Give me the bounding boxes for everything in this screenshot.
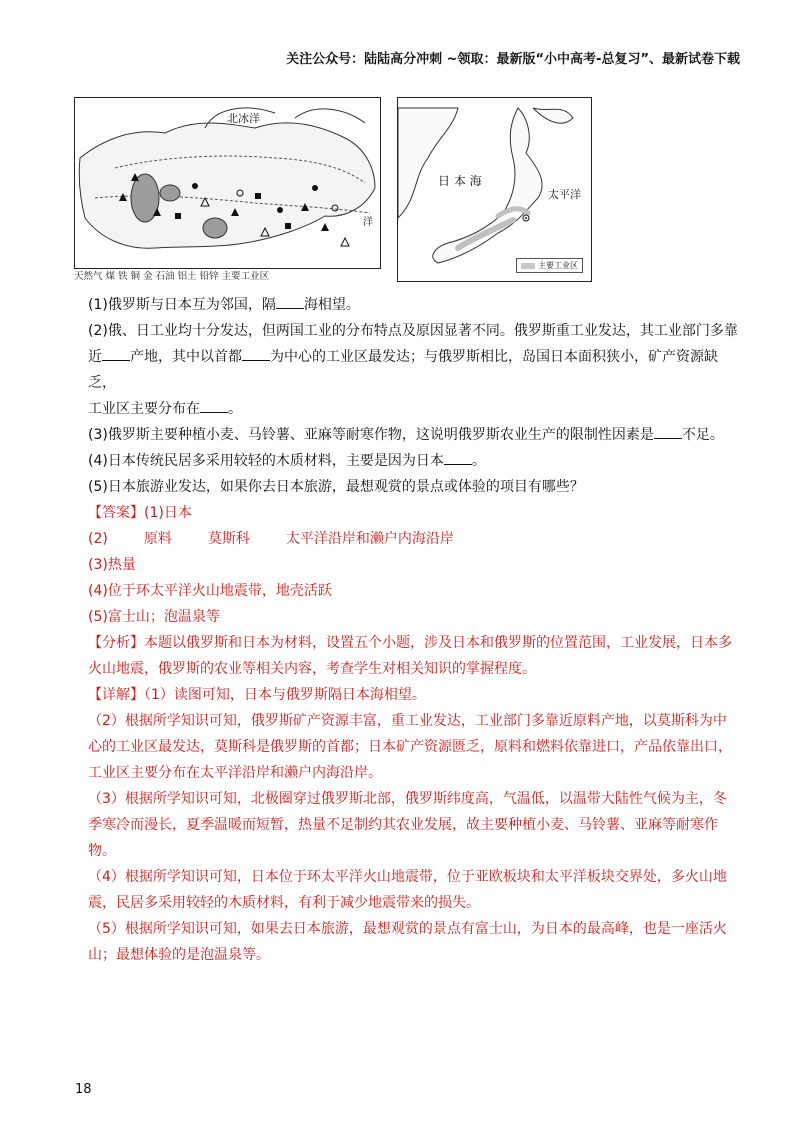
industrial-zone-swatch xyxy=(521,263,535,269)
detail-4a: （4）根据所学知识可知，日本位于环太平洋火山地震带，位于亚欧板块和太平洋板块交界处，多火山地 xyxy=(88,869,727,885)
blank-line xyxy=(444,450,472,465)
pacific-ocean-label: 太平洋 xyxy=(548,188,581,201)
blank-line xyxy=(200,398,228,413)
blank-line xyxy=(102,346,130,361)
question-3: (3)俄罗斯主要种植小麦、马铃薯、亚麻等耐寒作物，这说明俄罗斯农业生产的限制性因素是 不足。 xyxy=(88,422,738,448)
detail-3b: 季寒冷而漫长，夏季温暖而短暂，热量不足制约其农业发展，故主要种植小麦、马铃薯、亚麻等耐寒作物。 xyxy=(88,817,718,859)
detail-2c: 工业区主要分布在太平洋沿岸和濑户内海沿岸。 xyxy=(88,765,382,781)
blank-line xyxy=(242,346,270,361)
sea-of-japan-label: 日 本 海 xyxy=(438,174,482,188)
japan-industry-map xyxy=(397,97,592,282)
answer-3: (3)热量 xyxy=(88,557,136,573)
ocean-label: 洋 xyxy=(363,217,373,228)
blank-line xyxy=(654,424,682,439)
questions-block xyxy=(88,292,738,500)
detail-2b: 心的工业区最发达，莫斯科是俄罗斯的首都；日本矿产资源匮乏，原料和燃料依靠进口，产品依靠出口， xyxy=(88,739,732,755)
answer-2: (2) 原料 莫斯科 太平洋沿岸和濑户内海沿岸 xyxy=(88,531,454,547)
page-number: 18 xyxy=(75,1082,92,1097)
japan-map-legend xyxy=(516,258,583,273)
page-header: 关注公众号：陆陆高分冲刺 ~领取：最新版“小中高考-总复习”、最新试卷下载 xyxy=(286,52,740,67)
japan-legend-label: 主要工业区 xyxy=(538,261,578,270)
detail-2a: （2）根据所学知识可知，俄罗斯矿产资源丰富，重工业发达，工业部门多靠近原料产地，以莫斯科为中 xyxy=(88,713,727,729)
analysis-line-2: 火山地震，俄罗斯的农业等相关内容，考查学生对相关知识的掌握程度。 xyxy=(88,661,536,677)
answer-5: (5)富士山；泡温泉等 xyxy=(88,609,220,625)
russia-industry-map xyxy=(74,97,381,269)
russia-map-legend: 天然气 煤 铁 铜 金 石油 铝土 铅锌 主要工业区 xyxy=(74,271,270,282)
question-1: (1)俄罗斯与日本互为邻国，隔 海相望。 xyxy=(88,292,738,318)
question-5: (5)日本旅游业发达，如果你去日本旅游，最想观赏的景点或体验的项目有哪些？ xyxy=(88,479,584,495)
detail-5a: （5）根据所学知识可知，如果去日本旅游，最想观赏的景点有富士山，为日本的最高峰，也是一座活火 xyxy=(88,921,727,937)
detail-5b: 山；最想体验的是泡温泉等。 xyxy=(88,947,270,963)
detail-4b: 震，民居多采用较轻的木质材料，有利于减少地震带来的损失。 xyxy=(88,895,480,911)
answer-4: (4)位于环太平洋火山地震带，地壳活跃 xyxy=(88,583,332,599)
question-4: (4)日本传统民居多采用较轻的木质材料，主要是因为日本 。 xyxy=(88,448,738,474)
detail-1: 【详解】（1）读图可知，日本与俄罗斯隔日本海相望。 xyxy=(88,687,426,703)
answers-block xyxy=(88,500,738,968)
blank-line xyxy=(276,294,304,309)
analysis-line-1: 【分析】本题以俄罗斯和日本为材料，设置五个小题，涉及日本和俄罗斯的位置范围，工业发展，日本多 xyxy=(88,635,732,651)
answer-1: 【答案】(1)日本 xyxy=(88,505,192,521)
arctic-ocean-label: 北冰洋 xyxy=(227,112,260,125)
question-2: (2)俄、日工业均十分发达，但两国工业的分布特点及原因显著不同。俄罗斯重工业发达，其工业部门多靠 近 产地，其中以首都 为中心的工业区最发达；与俄罗斯相比，岛国日本面积狭小，矿产资源缺乏， 工业区主要分布在 。 xyxy=(88,323,738,417)
detail-3a: （3）根据所学知识可知，北极圈穿过俄罗斯北部，俄罗斯纬度高，气温低，以温带大陆性气候为主，冬 xyxy=(88,791,727,807)
